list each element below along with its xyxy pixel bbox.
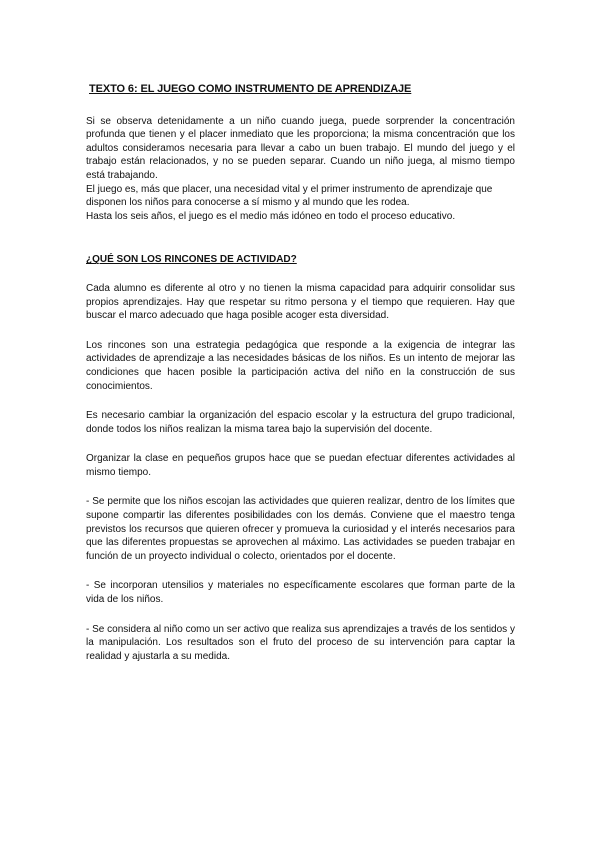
bullet-paragraph-2: - Se incorporan utensilios y materiales no específicamente escolares que forman parte de la vida de los niños.: [86, 580, 515, 606]
document-title: TEXTO 6: EL JUEGO COMO INSTRUMENTO DE APRENDIZAJE: [89, 83, 412, 95]
document-page: [86, 83, 515, 663]
section-title: ¿QUÉ SON LOS RINCONES DE ACTIVIDAD?: [86, 254, 297, 266]
body-paragraph-4: Organizar la clase en pequeños grupos hace que se puedan efectuar diferentes actividades al mismo tiempo.: [86, 453, 515, 478]
body-paragraph-2: Los rincones son una estrategia pedagógica que responde a la exigencia de integrar las actividades de aprendizaje a las necesidades básicas de los niños. Es un intento de mejorar las condiciones que hacen posible la participación activa del niño en la construcción de sus conocimientos.: [86, 339, 515, 392]
bullet-paragraph-1: - Se permite que los niños escojan las actividades que quieren realizar, dentro de los límites que supone compartir las diferentes posibilidades con los demás. Conviene que el maestro tenga previstos los recursos que quieren ofrecer y promueva la curiosidad y el interés necesarios para que las diferentes propuestas se aprovechen al máximo. Las actividades se pueden trabajar en función de un proyecto individual o colecto, orientados por el docente.: [86, 496, 515, 562]
intro-paragraph-2: El juego es, más que placer, una necesidad vital y el primer instrumento de aprendizaje que disponen los niños para conocerse a sí mismo y al mundo que les rodea.: [86, 183, 493, 209]
body-paragraph-3: Es necesario cambiar la organización del espacio escolar y la estructura del grupo tradicional, donde todos los niños realizan la misma tarea bajo la supervisión del docente.: [86, 410, 515, 435]
bullet-paragraph-3: - Se considera al niño como un ser activo que realiza sus aprendizajes a través de los sentidos y la manipulación. Los resultados son el fruto del proceso de su intervención para captar la realidad y ajustarla a su medida.: [86, 623, 515, 662]
intro-paragraph-3: Hasta los seis años, el juego es el medio más idóneo en todo el proceso educativo.: [86, 210, 456, 222]
intro-paragraph-1: Si se observa detenidamente a un niño cuando juega, puede sorprender la concentración profunda que tienen y el placer inmediato que les proporciona; la misma concentración que los adultos consideramos necesaria para llevar a cabo un buen trabajo. El mundo del juego y el trabajo están relacionados, y no se pueden separar. Cuando un niño juega, al mismo tiempo está trabajando.: [86, 115, 515, 181]
body-paragraph-1: Cada alumno es diferente al otro y no tienen la misma capacidad para adquirir consolidar sus propios aprendizajes. Hay que respetar su ritmo persona y el tiempo que requieren. Hay que buscar el marco adecuado que haga posible acoger esta diversidad.: [86, 282, 515, 322]
